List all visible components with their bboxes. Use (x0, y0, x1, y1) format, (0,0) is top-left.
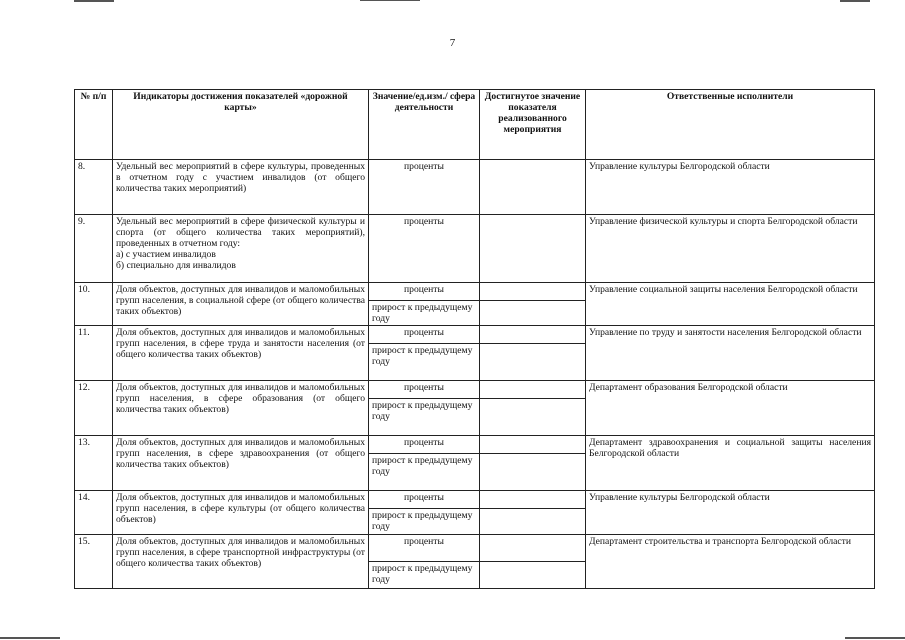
row-num: 8. (75, 160, 113, 215)
row-unit-increment: прирост к предыдущему году (369, 509, 480, 535)
page-number: 7 (449, 37, 456, 49)
table-row (75, 491, 875, 509)
row-achieved (480, 491, 586, 509)
row-unit-increment: прирост к предыдущему году (369, 301, 480, 326)
row-responsible: Департамент здравоохранения и социальной защиты населения Белгородской области (586, 436, 875, 491)
table-header-row (75, 90, 875, 160)
row-indicator: Доля объектов, доступных для инвалидов и маломобильных групп населения, в сфере труда и занятости населения (от общего количества таких объектов) (113, 326, 369, 381)
row-responsible: Департамент образования Белгородской области (586, 381, 875, 436)
roadmap-indicators-table (74, 89, 875, 589)
row-indicator: Доля объектов, доступных для инвалидов и маломобильных групп населения, в сфере образования (от общего количества таких объектов) (113, 381, 369, 436)
row-num: 9. (75, 215, 113, 283)
row-num: 11. (75, 326, 113, 381)
row-achieved (480, 562, 586, 589)
header-num: № п/п (75, 90, 113, 160)
row-responsible: Управление социальной защиты населения Белгородской области (586, 283, 875, 326)
row-unit: проценты (369, 326, 480, 344)
header-unit: Значение/ед.изм./ сфера деятельности (369, 90, 480, 160)
header-achieved: Достигнутое значение показателя реализованного мероприятия (480, 90, 586, 160)
table-row (75, 215, 875, 283)
row-unit: проценты (369, 381, 480, 399)
row-responsible: Управление культуры Белгородской области (586, 160, 875, 215)
row-achieved (480, 160, 586, 215)
row-responsible: Управление культуры Белгородской области (586, 491, 875, 535)
row-num: 15. (75, 535, 113, 589)
header-indicator: Индикаторы достижения показателей «дорожной карты» (113, 90, 369, 160)
row-indicator: Доля объектов, доступных для инвалидов и маломобильных групп населения, в сфере культуры (от общего количества объектов) (113, 491, 369, 535)
row-achieved (480, 283, 586, 301)
row-indicator: Доля объектов, доступных для инвалидов и маломобильных групп населения, в сфере транспортной инфраструктуры (от общего количества таких объектов) (113, 535, 369, 589)
table-row (75, 535, 875, 562)
table-row (75, 283, 875, 301)
row-indicator (113, 215, 369, 283)
row-num: 13. (75, 436, 113, 491)
header-responsible: Ответственные исполнители (586, 90, 875, 160)
row-unit-increment: прирост к предыдущему году (369, 562, 480, 589)
row-num: 10. (75, 283, 113, 326)
row-achieved (480, 301, 586, 326)
scan-mark-top-mid (360, 0, 420, 1)
row-achieved (480, 399, 586, 436)
row-indicator: Доля объектов, доступных для инвалидов и маломобильных групп населения, в сфере здравоохранения (от общего количества таких объектов) (113, 436, 369, 491)
row-achieved (480, 381, 586, 399)
row-achieved (480, 215, 586, 283)
row-unit: проценты (369, 215, 480, 283)
row-achieved (480, 436, 586, 454)
row-unit: проценты (369, 160, 480, 215)
row-responsible: Управление по труду и занятости населения Белгородской области (586, 326, 875, 381)
scan-mark-bottom-left (0, 637, 60, 639)
row-unit-increment: прирост к предыдущему году (369, 454, 480, 491)
row-achieved (480, 454, 586, 491)
table-row (75, 160, 875, 215)
table-row (75, 381, 875, 399)
row-unit-increment: прирост к предыдущему году (369, 399, 480, 436)
row-unit-increment: прирост к предыдущему году (369, 344, 480, 381)
row-indicator: Доля объектов, доступных для инвалидов и маломобильных групп населения, в социальной сфере (от общего количества таких объектов) (113, 283, 369, 326)
table-row (75, 326, 875, 344)
row-indicator: Удельный вес мероприятий в сфере культуры, проведенных в отчетном году с участием инвалидов (от общего количества таких мероприятий) (113, 160, 369, 215)
row-unit: проценты (369, 283, 480, 301)
row-num: 14. (75, 491, 113, 535)
row-responsible: Управление физической культуры и спорта Белгородской области (586, 215, 875, 283)
row-unit: проценты (369, 535, 480, 562)
row-unit: проценты (369, 491, 480, 509)
scan-mark-top-left (74, 0, 114, 2)
row-num: 12. (75, 381, 113, 436)
row-indicator-sub-a: а) с участием инвалидов (116, 249, 216, 260)
row-unit: проценты (369, 436, 480, 454)
row-achieved (480, 326, 586, 344)
scan-mark-bottom-right (845, 637, 905, 639)
scan-mark-top-right (840, 0, 870, 2)
row-achieved (480, 344, 586, 381)
row-indicator-sub-b: б) специально для инвалидов (116, 260, 236, 271)
table-row (75, 436, 875, 454)
row-responsible: Департамент строительства и транспорта Белгородской области (586, 535, 875, 589)
row-indicator-text: Удельный вес мероприятий в сфере физической культуры и спорта (от общего количества таких мероприятий), проведенных в отчетном году: (116, 216, 365, 249)
row-achieved (480, 535, 586, 562)
row-achieved (480, 509, 586, 535)
